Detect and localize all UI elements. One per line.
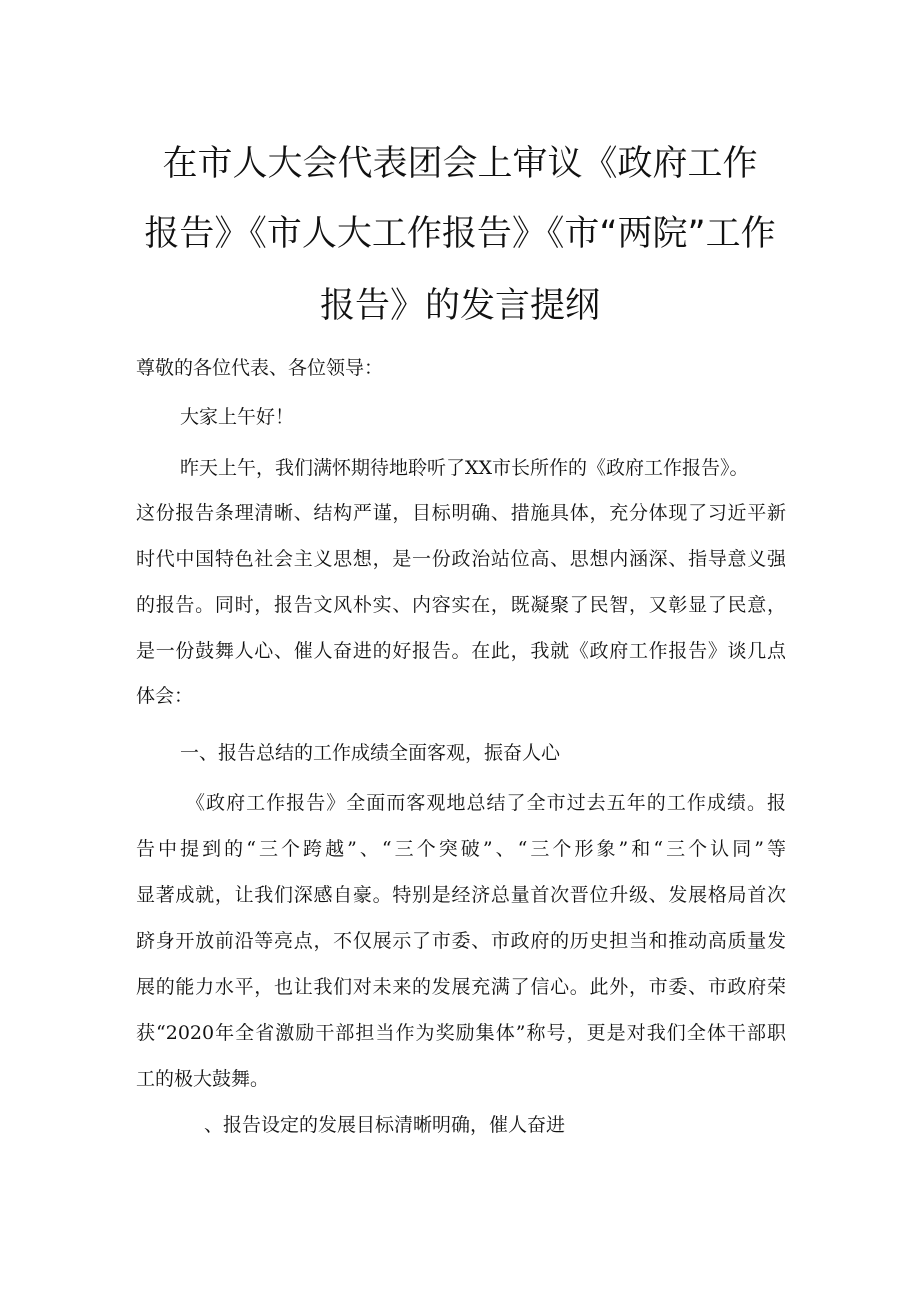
paragraph2-line-3: 显著成就，让我们深感自豪。特别是经济总量首次晋位升级、发展格局首次 [136, 884, 786, 906]
paragraph2-line-4: 跻身开放前沿等亮点，不仅展示了市委、市政府的历史担当和推动高质量发 [136, 930, 786, 952]
paragraph2-line-5: 展的能力水平，也让我们对未来的发展充满了信心。此外，市委、市政府荣 [136, 976, 786, 998]
paragraph1-line-3: 时代中国特色社会主义思想，是一份政治站位高、思想内涵深、指导意义强 [136, 548, 786, 570]
paragraph2-line-6: 获“2020年全省激励干部担当作为奖励集体”称号，更是对我们全体干部职 [136, 1022, 786, 1044]
paragraph1-line-1: 昨天上午，我们满怀期待地聆听了XX市长所作的《政府工作报告》。 [180, 457, 749, 479]
title-line-2: 报告》《市人大工作报告》《市“两院”工作 [144, 214, 776, 254]
paragraph1-line-2: 这份报告条理清晰、结构严谨，目标明确、措施具体，充分体现了习近平新 [136, 502, 786, 524]
paragraph1-line-4: 的报告。同时，报告文风朴实、内容实在，既凝聚了民智，又彰显了民意， [136, 594, 786, 616]
paragraph2-line-7: 工的极大鼓舞。 [136, 1068, 270, 1090]
title-line-1: 在市人大会代表团会上审议《政府工作 [162, 144, 758, 184]
title-line-3: 报告》的发言提纲 [319, 286, 600, 326]
paragraph2-line-1: 《政府工作报告》全面而客观地总结了全市过去五年的工作成绩。报 [186, 792, 786, 814]
section-heading-1: 一、报告总结的工作成绩全面客观，振奋人心 [180, 742, 561, 764]
section-heading-2: 、报告设定的发展目标清晰明确，催人奋进 [204, 1114, 566, 1136]
paragraph1-line-6: 体会： [136, 685, 194, 707]
greeting: 大家上午好！ [180, 406, 295, 428]
paragraph2-line-2: 告中提到的“三个跨越”、“三个突破”、“三个形象”和“三个认同”等 [136, 838, 786, 860]
salutation: 尊敬的各位代表、各位领导： [136, 357, 384, 379]
paragraph1-line-5: 是一份鼓舞人心、催人奋进的好报告。在此，我就《政府工作报告》谈几点 [136, 640, 786, 662]
